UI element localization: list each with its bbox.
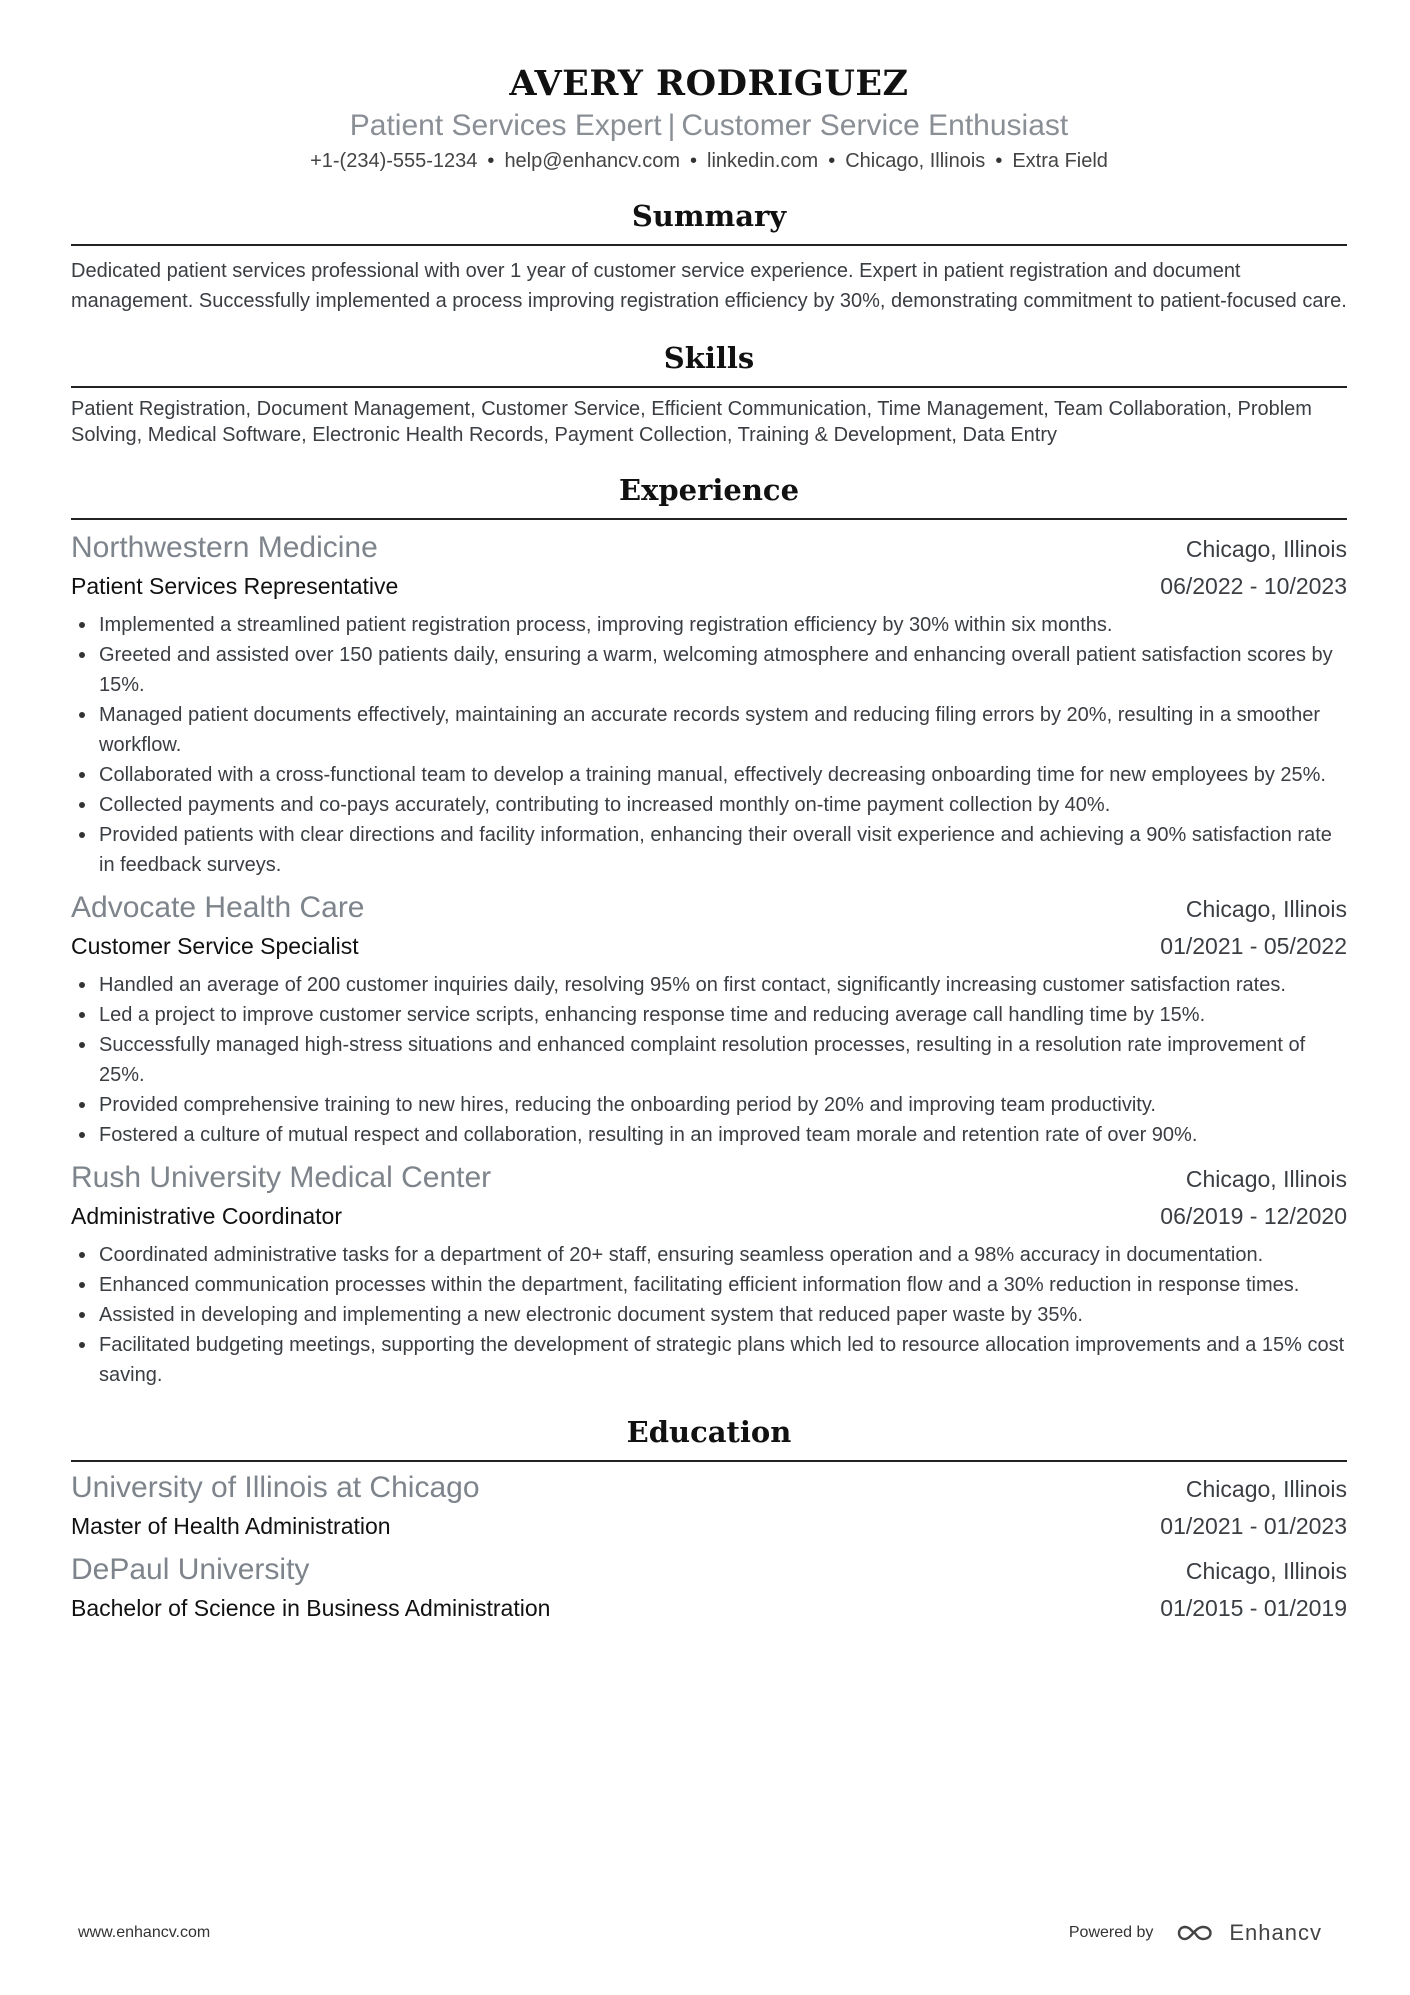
achievement-list [71, 1240, 1347, 1390]
summary-section [71, 196, 1347, 316]
contact-phone: +1-(234)-555-1234 [310, 150, 478, 172]
separator-dot: • [690, 150, 698, 172]
section-heading-education: Education [71, 1412, 1347, 1462]
enhancv-infinity-icon [1173, 1921, 1219, 1945]
achievement-item: Successfully managed high-stress situations and enhanced complaint resolution processes, resulting in a resolution rate improvement of 25%. [71, 1030, 1347, 1090]
headline-separator: | [667, 109, 676, 142]
section-heading-summary: Summary [71, 196, 1347, 246]
section-heading-experience: Experience [71, 470, 1347, 520]
experience-entry [71, 888, 1347, 1150]
job-title: Patient Services Representative [71, 573, 399, 599]
job-dates: 06/2019 - 12/2020 [1160, 1203, 1347, 1229]
employer-name: Northwestern Medicine [71, 531, 378, 564]
enhancv-logo[interactable] [1173, 1920, 1322, 1946]
job-dates: 01/2021 - 05/2022 [1160, 933, 1347, 959]
job-location: Chicago, Illinois [1185, 896, 1347, 922]
achievement-item: Assisted in developing and implementing a new electronic document system that reduced paper waste by 35%. [71, 1300, 1347, 1330]
education-dates: 01/2015 - 01/2019 [1160, 1595, 1347, 1621]
achievement-item: Fostered a culture of mutual respect and collaboration, resulting in an improved team morale and retention rate of over 90%. [71, 1120, 1347, 1150]
entry-subheader-row [71, 1198, 1347, 1234]
employer-name: Rush University Medical Center [71, 1161, 492, 1194]
resume-header [71, 0, 1347, 174]
contact-line [71, 148, 1347, 174]
achievement-item: Led a project to improve customer service scripts, enhancing response time and reducing average call handling time by 15%. [71, 1000, 1347, 1030]
job-location: Chicago, Illinois [1185, 536, 1347, 562]
contact-extra-field: Extra Field [1012, 150, 1108, 172]
separator-dot: • [995, 150, 1003, 172]
candidate-name: AVERY RODRIGUEZ [509, 63, 909, 104]
entry-header-row [71, 1550, 1347, 1590]
section-heading-skills: Skills [71, 338, 1347, 388]
contact-linkedin[interactable]: linkedin.com [707, 150, 819, 172]
headline [71, 108, 1347, 144]
school-location: Chicago, Illinois [1185, 1476, 1347, 1502]
achievement-list [71, 610, 1347, 880]
entry-subheader-row [71, 1590, 1347, 1626]
education-dates: 01/2021 - 01/2023 [1160, 1513, 1347, 1539]
achievement-list [71, 970, 1347, 1150]
entry-subheader-row [71, 1508, 1347, 1544]
entry-header-row [71, 888, 1347, 928]
headline-secondary: Customer Service Enthusiast [681, 109, 1069, 142]
contact-location: Chicago, Illinois [845, 150, 986, 172]
contact-email[interactable]: help@enhancv.com [504, 150, 681, 172]
summary-text: Dedicated patient services professional with over 1 year of customer service experience. Expert in patient registration and document management. Successfully implemented a process improving registration efficiency by 30%, demonstrating commitment to patient-focused care. [71, 260, 1347, 312]
achievement-item: Greeted and assisted over 150 patients daily, ensuring a warm, welcoming atmosphere and enhancing overall patient satisfaction scores by 15%. [71, 640, 1347, 700]
school-name: University of Illinois at Chicago [71, 1471, 480, 1504]
entry-subheader-row [71, 928, 1347, 964]
degree-name: Bachelor of Science in Business Administration [71, 1595, 551, 1621]
entry-subheader-row [71, 568, 1347, 604]
achievement-item: Collected payments and co-pays accurately, contributing to increased monthly on-time payment collection by 40%. [71, 790, 1347, 820]
footer-website-link[interactable]: www.enhancv.com [78, 1924, 211, 1941]
school-name: DePaul University [71, 1553, 310, 1586]
page-footer [78, 1920, 1322, 1946]
achievement-item: Managed patient documents effectively, maintaining an accurate records system and reducing filing errors by 20%, resulting in a smoother workflow. [71, 700, 1347, 760]
brand-name: Enhancv [1229, 1920, 1322, 1945]
skills-list: Patient Registration, Document Management, Customer Service, Efficient Communication, Time Management, Team Collaboration, Problem Solving, Medical Software, Electronic Health Records, Payment Collection, Training & Development, Data Entry [71, 398, 1312, 446]
footer-branding [1069, 1920, 1322, 1946]
entry-header-row [71, 528, 1347, 568]
school-location: Chicago, Illinois [1185, 1558, 1347, 1584]
education-entry [71, 1468, 1347, 1544]
separator-dot: • [487, 150, 495, 172]
employer-name: Advocate Health Care [71, 891, 365, 924]
achievement-item: Enhanced communication processes within the department, facilitating efficient information flow and a 30% reduction in response times. [71, 1270, 1347, 1300]
achievement-item: Handled an average of 200 customer inquiries daily, resolving 95% on first contact, significantly increasing customer satisfaction rates. [71, 970, 1347, 1000]
education-entry [71, 1550, 1347, 1626]
experience-entry [71, 1158, 1347, 1390]
entry-header-row [71, 1468, 1347, 1508]
education-section [71, 1412, 1347, 1626]
achievement-item: Collaborated with a cross-functional team to develop a training manual, effectively decreasing onboarding time for new employees by 25%. [71, 760, 1347, 790]
entry-header-row [71, 1158, 1347, 1198]
job-location: Chicago, Illinois [1185, 1166, 1347, 1192]
powered-by-label: Powered by [1068, 1924, 1154, 1941]
achievement-item: Facilitated budgeting meetings, supporting the development of strategic plans which led to resource allocation improvements and a 15% cost saving. [71, 1330, 1347, 1390]
resume-page [71, 0, 1347, 1626]
headline-primary: Patient Services Expert [349, 109, 662, 142]
job-dates: 06/2022 - 10/2023 [1160, 573, 1347, 599]
degree-name: Master of Health Administration [71, 1513, 391, 1539]
job-title: Customer Service Specialist [71, 933, 359, 959]
job-title: Administrative Coordinator [71, 1203, 343, 1229]
skills-section [71, 338, 1347, 448]
achievement-item: Coordinated administrative tasks for a department of 20+ staff, ensuring seamless operation and a 98% accuracy in documentation. [71, 1240, 1347, 1270]
achievement-item: Provided comprehensive training to new hires, reducing the onboarding period by 20% and improving team productivity. [71, 1090, 1347, 1120]
achievement-item: Implemented a streamlined patient registration process, improving registration efficiency by 30% within six months. [71, 610, 1347, 640]
experience-entry [71, 528, 1347, 880]
achievement-item: Provided patients with clear directions and facility information, enhancing their overall visit experience and achieving a 90% satisfaction rate in feedback surveys. [71, 820, 1347, 880]
separator-dot: • [828, 150, 836, 172]
experience-section [71, 470, 1347, 1390]
